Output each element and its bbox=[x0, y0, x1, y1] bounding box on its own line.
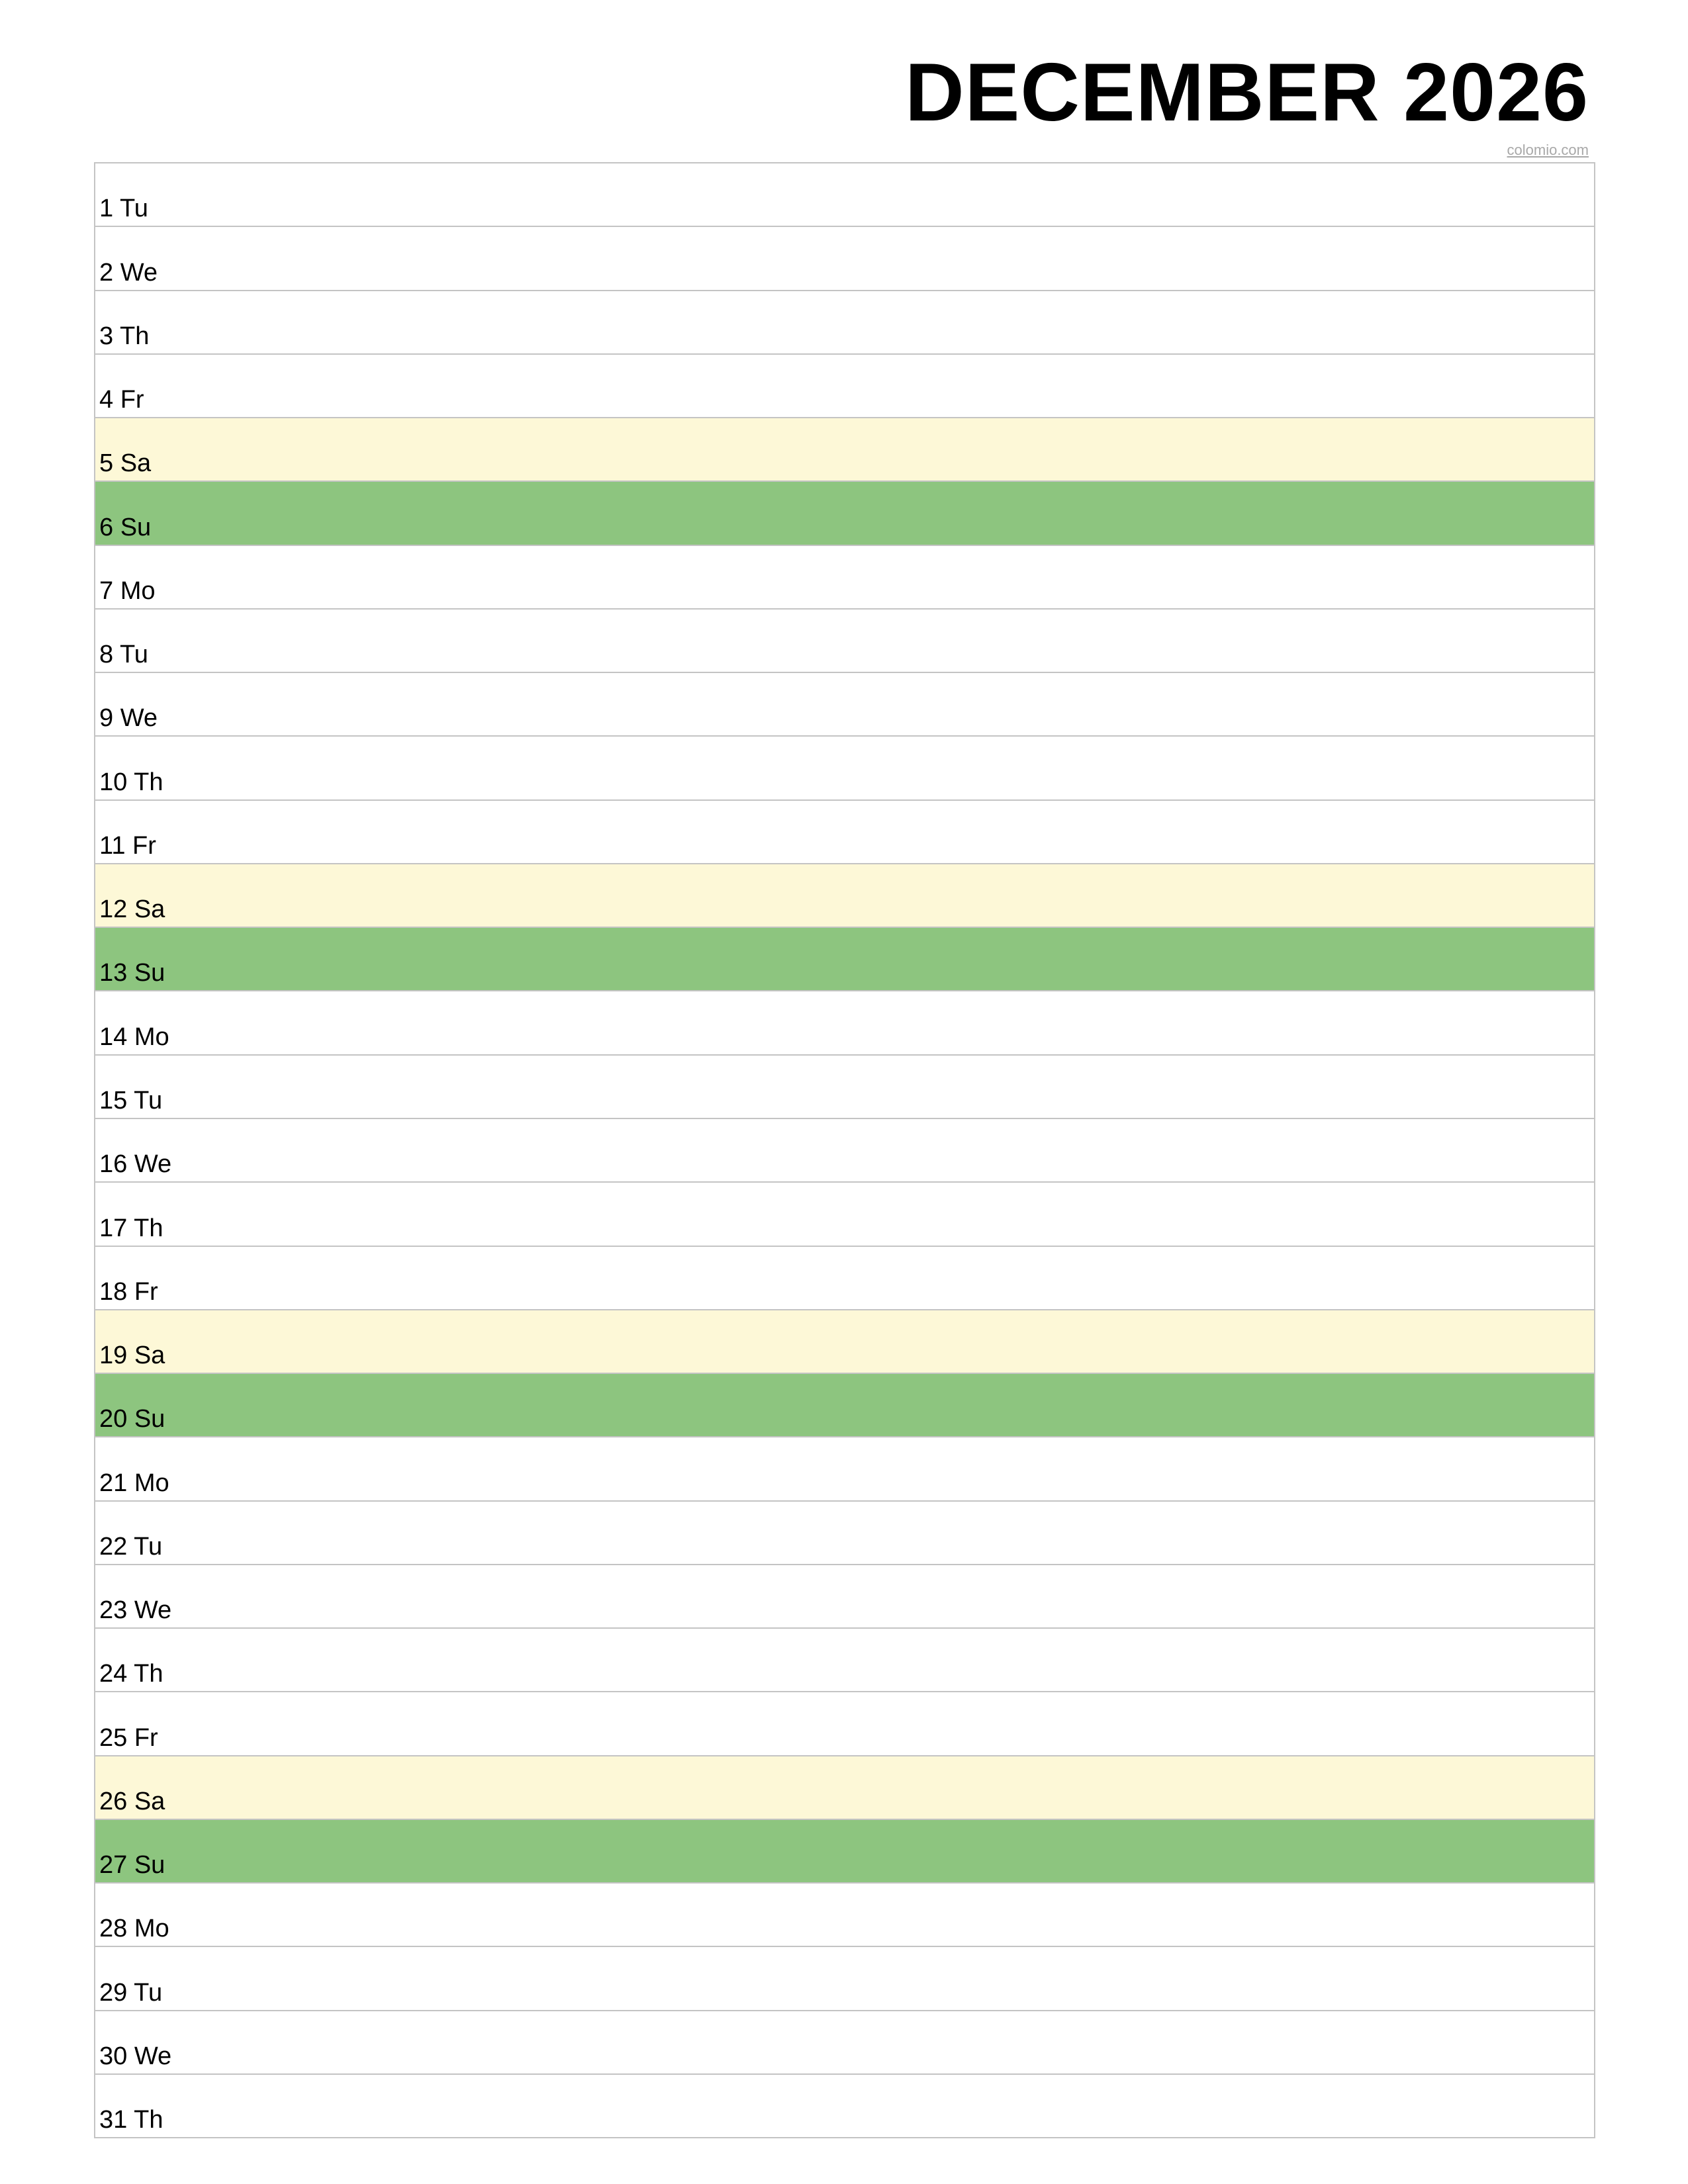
day-row[interactable] bbox=[95, 163, 1594, 227]
day-row[interactable] bbox=[95, 1884, 1594, 1947]
day-row[interactable] bbox=[95, 1756, 1594, 1820]
day-row[interactable] bbox=[95, 1629, 1594, 1692]
day-row[interactable] bbox=[95, 991, 1594, 1055]
day-label: 22 Tu bbox=[99, 1532, 163, 1561]
day-label: 6 Su bbox=[99, 513, 152, 541]
day-label: 24 Th bbox=[99, 1660, 164, 1688]
day-row[interactable] bbox=[95, 418, 1594, 482]
day-row[interactable] bbox=[95, 1437, 1594, 1501]
day-label: 11 Fr bbox=[99, 831, 156, 860]
day-label: 20 Su bbox=[99, 1405, 165, 1433]
day-row[interactable] bbox=[95, 737, 1594, 800]
day-label: 25 Fr bbox=[99, 1723, 158, 1752]
day-label: 16 We bbox=[99, 1150, 172, 1179]
day-row[interactable] bbox=[95, 1565, 1594, 1629]
day-row[interactable] bbox=[95, 1820, 1594, 1884]
day-label: 28 Mo bbox=[99, 1915, 169, 1943]
day-label: 10 Th bbox=[99, 768, 164, 796]
day-row[interactable] bbox=[95, 1310, 1594, 1374]
day-label: 9 We bbox=[99, 704, 158, 733]
day-row[interactable] bbox=[95, 1692, 1594, 1756]
day-row[interactable] bbox=[95, 291, 1594, 355]
day-label: 26 Sa bbox=[99, 1787, 165, 1815]
day-label: 18 Fr bbox=[99, 1277, 158, 1306]
day-row[interactable] bbox=[95, 2011, 1594, 2075]
day-row[interactable] bbox=[95, 1374, 1594, 1437]
day-label: 1 Tu bbox=[99, 195, 148, 223]
day-label: 29 Tu bbox=[99, 1978, 163, 2007]
day-row[interactable] bbox=[95, 1056, 1594, 1119]
day-label: 27 Su bbox=[99, 1851, 165, 1880]
day-label: 30 We bbox=[99, 2042, 172, 2070]
day-label: 19 Sa bbox=[99, 1342, 165, 1370]
day-row[interactable] bbox=[95, 673, 1594, 737]
day-row[interactable] bbox=[95, 1502, 1594, 1565]
page-title: DECEMBER 2026 bbox=[905, 47, 1589, 138]
day-label: 31 Th bbox=[99, 2106, 164, 2134]
day-label: 7 Mo bbox=[99, 576, 156, 605]
day-label: 8 Tu bbox=[99, 641, 148, 669]
day-row[interactable] bbox=[95, 610, 1594, 673]
day-row[interactable] bbox=[95, 864, 1594, 928]
day-label: 21 Mo bbox=[99, 1469, 169, 1497]
day-row[interactable] bbox=[95, 1947, 1594, 2011]
day-label: 15 Tu bbox=[99, 1086, 163, 1115]
day-list bbox=[94, 162, 1595, 2138]
day-label: 13 Su bbox=[99, 959, 165, 987]
day-label: 12 Sa bbox=[99, 895, 165, 924]
day-label: 2 We bbox=[99, 258, 158, 287]
day-label: 14 Mo bbox=[99, 1023, 169, 1051]
source-link[interactable]: colomio.com bbox=[1507, 142, 1589, 158]
day-row[interactable] bbox=[95, 227, 1594, 291]
day-label: 23 We bbox=[99, 1596, 172, 1625]
day-row[interactable] bbox=[95, 2075, 1594, 2137]
day-label: 3 Th bbox=[99, 322, 150, 350]
day-label: 5 Sa bbox=[99, 449, 152, 478]
day-row[interactable] bbox=[95, 355, 1594, 418]
day-label: 4 Fr bbox=[99, 386, 144, 414]
day-row[interactable] bbox=[95, 801, 1594, 864]
day-row[interactable] bbox=[95, 546, 1594, 610]
day-row[interactable] bbox=[95, 928, 1594, 991]
day-row[interactable] bbox=[95, 482, 1594, 545]
day-row[interactable] bbox=[95, 1183, 1594, 1246]
day-row[interactable] bbox=[95, 1247, 1594, 1310]
day-row[interactable] bbox=[95, 1119, 1594, 1183]
day-label: 17 Th bbox=[99, 1214, 164, 1242]
